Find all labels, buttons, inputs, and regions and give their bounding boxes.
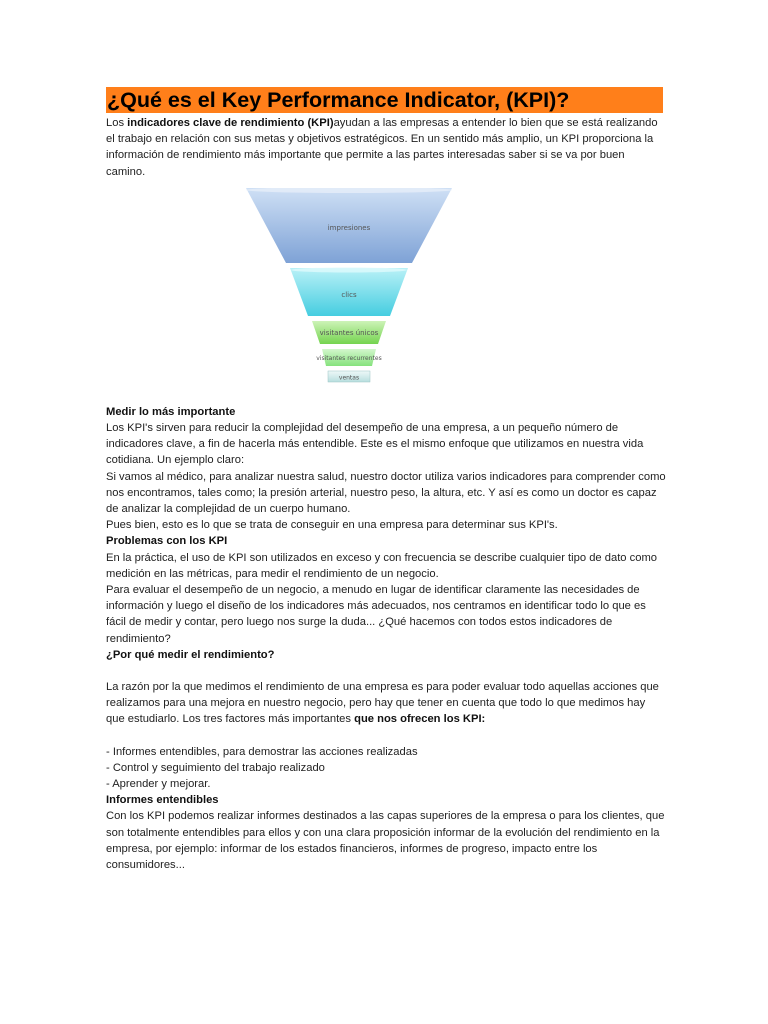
list-item: - Informes entendibles, para demostrar las acciones realizadas — [106, 745, 418, 758]
medir-paragraph-1: Los KPI's sirven para reducir la complejidad del desempeño de una empresa, a un pequeño número de indicadores clave, a fin de hacerla más entendible. Este es el mismo enfoque que utilizamos en nuestra vida cotidiana. Un ejemplo claro: — [106, 422, 644, 467]
medir-paragraph-3: Pues bien, esto es lo que se trata de conseguir en una empresa para determinar sus KPI's. — [106, 519, 558, 532]
heading-medir: Medir lo más importante — [106, 405, 236, 418]
page-title: ¿Qué es el Key Performance Indicator, (KPI)? — [107, 88, 570, 112]
funnel-label-visitantes-unicos: visitantes únicos — [319, 328, 379, 337]
spacer — [106, 728, 666, 744]
funnel-diagram — [106, 188, 666, 398]
problemas-paragraph-2: Para evaluar el desempeño de un negocio, a menudo en lugar de identificar claramente las necesidades de información y luego el diseño de los indicadores más adecuados, nos centramos en identificar todo lo que es fácil de medir y contar, pero luego nos surge la duda... ¿Qué hacemos con todos estos indicadores de rendimiento? — [106, 584, 646, 645]
porque-paragraph-1 — [106, 679, 666, 728]
heading-informes: Informes entendibles — [106, 794, 219, 807]
title-banner — [106, 87, 663, 113]
informes-paragraph-1: Con los KPI podemos realizar informes destinados a las capas superiores de la empresa o para los clientes, que son totalmente entendibles para ellos y con una clara proposición informar de la evolución del rendimiento en la empresa, por ejemplo: informar de los estados financieros, informes de progreso, impacto entre los consumidores... — [106, 810, 665, 872]
list-item: - Control y seguimiento del trabajo realizado — [106, 761, 325, 774]
intro-text-pre: Los — [106, 117, 128, 129]
intro-paragraph — [106, 115, 666, 180]
funnel-label-clics: clics — [341, 290, 357, 299]
medir-paragraph-2: Si vamos al médico, para analizar nuestra salud, nuestro doctor utiliza varios indicadores para comprender como nos encontramos, tales como; la presión arterial, nuestro peso, la altura, etc. Y así es como un doctor es capaz de analizar la complejidad de un cuerpo humano. — [106, 470, 666, 516]
heading-porque: ¿Por qué medir el rendimiento? — [106, 648, 275, 661]
heading-problemas: Problemas con los KPI — [106, 535, 228, 548]
list-item: - Aprender y mejorar. — [106, 778, 211, 791]
spacer — [106, 663, 666, 679]
funnel-label-impresiones: impresiones — [327, 223, 371, 232]
problemas-paragraph-1: En la práctica, el uso de KPI son utilizados en exceso y con frecuencia se describe cualquier tipo de dato como medición en las métricas, para medir el rendimiento de un negocio. — [106, 551, 657, 580]
funnel-label-visitantes-recurrentes: visitantes recurrentes — [316, 354, 382, 362]
funnel-label-ventas: ventas — [338, 374, 360, 382]
document-page — [106, 87, 666, 873]
intro-text-post: ayudan a las empresas a entender lo bien que se está realizando el trabajo en relación con sus metas y objetivos estratégicos. En un sentido más amplio, un KPI proporciona la información de rendimiento más importante que permite a las partes interesadas saber si se va por buen camino. — [106, 117, 658, 178]
porque-bold-text: que nos ofrecen los KPI: — [354, 713, 486, 726]
porque-text: La razón por la que medimos el rendimiento de una empresa es para poder evaluar todo aquellas acciones que realizamos para una mejora en nuestro negocio, pero hay que tener en cuenta que todo lo que medimos hay que estudiarlo. Los tres factores más importantes — [106, 681, 659, 726]
intro-bold-term: indicadores clave de rendimiento (KPI) — [127, 117, 334, 129]
funnel-graphic — [244, 188, 454, 398]
